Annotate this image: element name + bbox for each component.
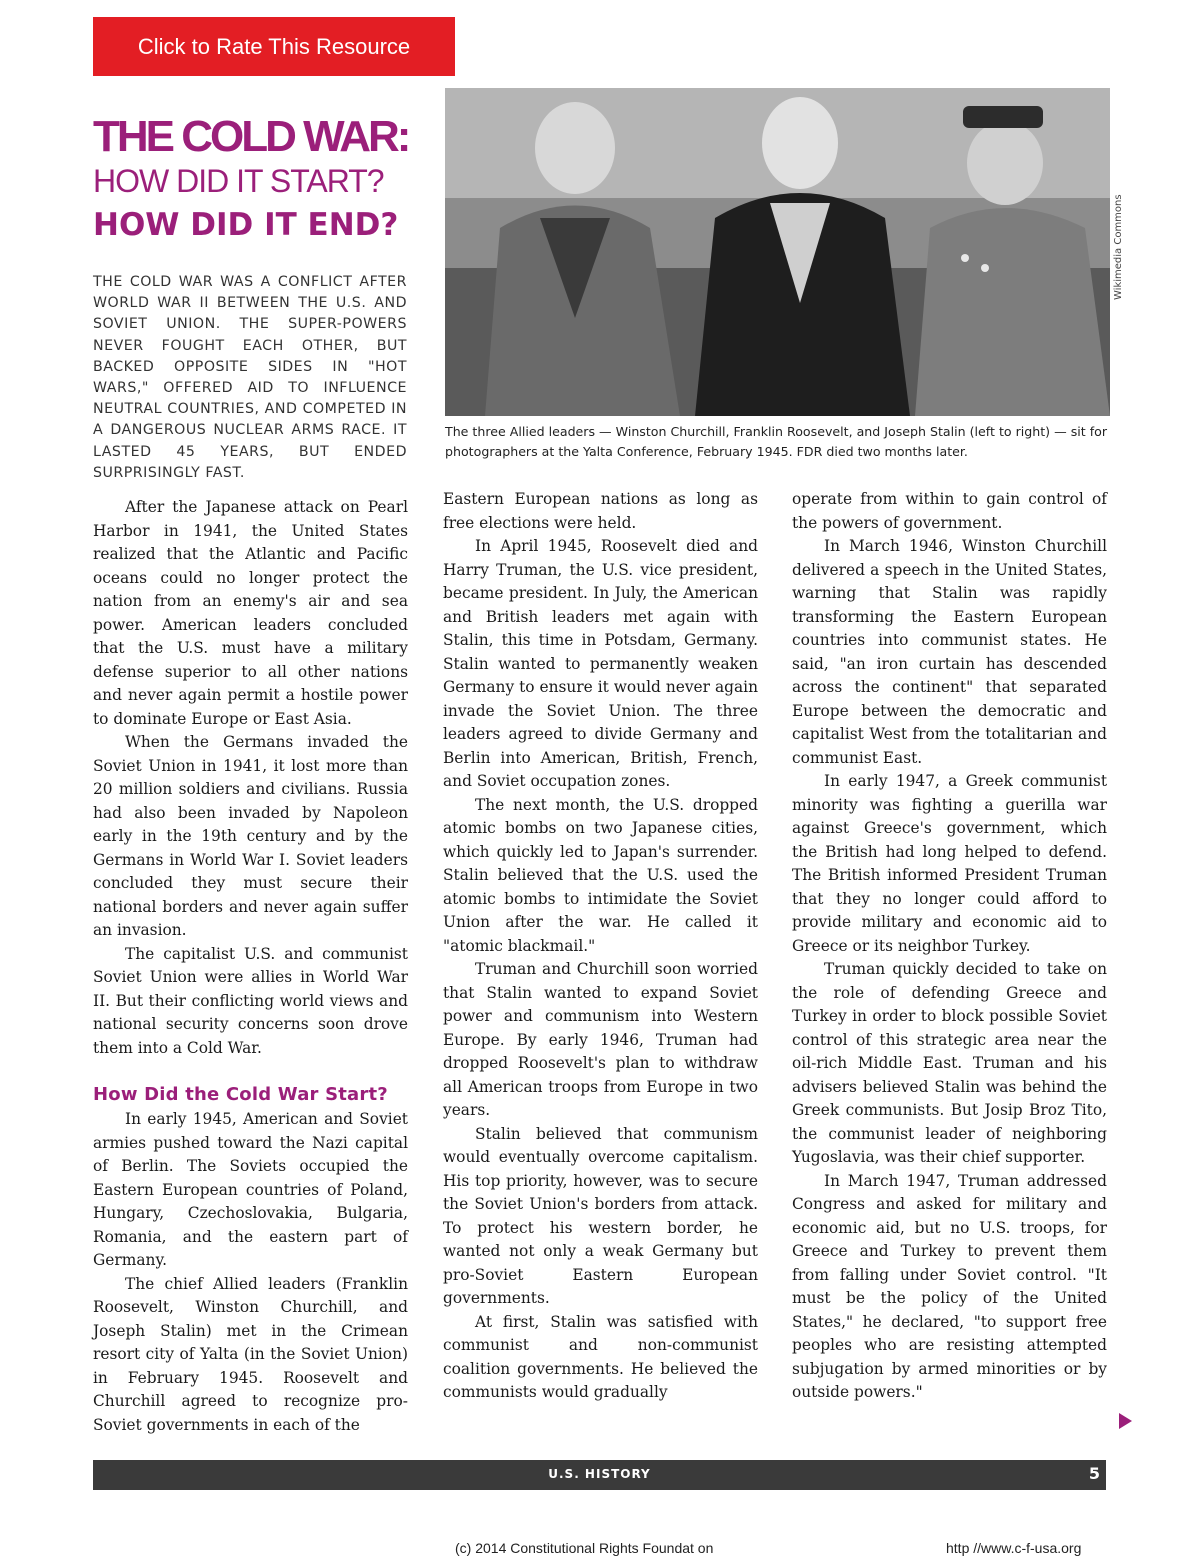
rate-resource-button[interactable]: Click to Rate This Resource — [93, 17, 455, 76]
paragraph: Truman and Churchill soon worried that Stalin wanted to expand Soviet power and communism into Western Europe. By early 1946, Truman had dropped Roosevelt's plan to withdraw all American troops from Europe in two years. — [443, 960, 758, 1119]
title-line-3: HOW DID IT END? — [93, 207, 399, 243]
paragraph: Eastern European nations as long as free elections were held. — [443, 490, 758, 532]
paragraph: In March 1947, Truman addressed Congress and asked for military and economic aid, but no U.S. troops, for Greece and Turkey to prevent them from falling under Soviet control. "It must be the policy of the United States," he declared, "to support free peoples who are resisting attempted subjugation by armed minorities or by outside powers." — [792, 1171, 1107, 1401]
paragraph: After the Japanese attack on Pearl Harbor in 1941, the United States realized that the Atlantic and Pacific oceans could no longer protect the nation from an enemy's air and sea power. American leaders concluded that the U.S. must have a military defense superior to all other nations and never again permit a hostile power to dominate Europe or East Asia. — [93, 498, 408, 728]
column-2 — [443, 488, 758, 1405]
page-number: 5 — [1088, 1464, 1100, 1483]
headline — [93, 113, 423, 243]
yalta-photo-illustration — [445, 88, 1110, 416]
paragraph: Stalin believed that communism would eventually overcome capitalism. His top priority, however, was to secure the Soviet Union's borders from attack. To protect his western border, he wanted not only a weak Germany but pro-Soviet Eastern European governments. — [443, 1124, 758, 1307]
intro-text: THE COLD WAR WAS A CONFLICT AFTER WORLD WAR II BETWEEN THE U.S. AND SOVIET UNION. THE SUPER-POWERS NEVER FOUGHT EACH OTHER, BUT BACKED OPPOSITE SIDES IN "HOT WARS," OFFERED AID TO INFLUENCE NEUTRAL COUNTRIES, AND COMPETED IN A DANGEROUS NUCLEAR ARMS RACE. IT LASTED 45 YEARS, BUT ENDED SURPRISINGLY FAST. — [93, 274, 407, 481]
paragraph: In April 1945, Roosevelt died and Harry Truman, the U.S. vice president, became president. In July, the American and British leaders met again with Stalin, this time in Potsdam, Germany. Stalin wanted to permanently weaken Germany to ensure it would never again invade the Soviet Union. The three leaders agreed to divide Germany and Berlin into American, British, French, and Soviet occupation zones. — [443, 537, 758, 790]
paragraph: The capitalist U.S. and communist Soviet Union were allies in World War II. But their conflicting world views and national security concerns soon drove them into a Cold War. — [93, 944, 408, 1057]
paragraph: In early 1945, American and Soviet armies pushed toward the Nazi capital of Berlin. The Soviets occupied the Eastern European countries of Poland, Hungary, Czechoslovakia, Bulgaria, Romania, and the eastern part of Germany. — [93, 1110, 408, 1269]
website-link[interactable]: http //www.c-f-usa.org — [946, 1540, 1082, 1556]
paragraph: The chief Allied leaders (Franklin Roosevelt, Winston Churchill, and Joseph Stalin) met in the Crimean resort city of Yalta (in the Soviet Union) in February 1945. Roosevelt and Churchill agreed to recognize pro-Soviet governments in each of the — [93, 1274, 408, 1434]
paragraph: In March 1946, Winston Churchill delivered a speech in the United States, warning that Stalin was rapidly transforming the Eastern European countries into communist states. He said, "an iron curtain has descended across the continent" that separated Europe between the democratic and capitalist West from the totalitarian and communist East. — [792, 537, 1107, 767]
copyright-text: (c) 2014 Constitutional Rights Foundat on — [455, 1540, 714, 1556]
title-line-2: HOW DID IT START? — [93, 163, 384, 199]
paragraph: In early 1947, a Greek communist minority was fighting a guerilla war against Greece's government, which the British had long helped to defend. The British informed President Truman that they no longer could afford to provide military and economic aid to Greece or its neighbor Turkey. — [792, 772, 1107, 955]
paragraph: operate from within to gain control of the powers of government. — [792, 490, 1107, 532]
section-heading: How Did the Cold War Start? — [93, 1084, 388, 1105]
column-3 — [792, 488, 1107, 1405]
title-line-1: THE COLD WAR: — [93, 112, 409, 161]
column-1 — [93, 496, 408, 1437]
paragraph: When the Germans invaded the Soviet Union in 1941, it lost more than 20 million soldiers and civilians. Russia had also been invaded by Napoleon early in the 19th century and by the Germans in World War I. Soviet leaders concluded they must secure their national borders and never again suffer an invasion. — [93, 733, 408, 939]
paragraph: The next month, the U.S. dropped atomic bombs on two Japanese cities, which quickly led to Japan's surrender. Stalin believed that the U.S. used the atomic bombs to intimidate the Soviet Union after the war. He called it "atomic blackmail." — [443, 795, 758, 955]
photo-credit: Wikimedia Commons — [1113, 194, 1124, 300]
footer-bar — [93, 1460, 1106, 1490]
yalta-photo — [445, 88, 1110, 416]
continue-arrow-icon — [1119, 1413, 1132, 1429]
paragraph: Truman quickly decided to take on the role of defending Greece and Turkey in order to block possible Soviet control of this strategic area near the oil-rich Middle East. Truman and his advisers believed Stalin was behind the Greek communists. But Josip Broz Tito, the communist leader of neighboring Yugoslavia, was their chief supporter. — [792, 960, 1107, 1166]
photo-caption: The three Allied leaders — Winston Churchill, Franklin Roosevelt, and Joseph Stalin (left to right) — sit for photographers at the Yalta Conference, February 1945. FDR died two months later. — [445, 424, 1108, 459]
paragraph: At first, Stalin was satisfied with communist and non-communist coalition governments. He believed the communists would gradually — [443, 1312, 758, 1401]
section-label: U.S. HISTORY — [548, 1467, 651, 1481]
